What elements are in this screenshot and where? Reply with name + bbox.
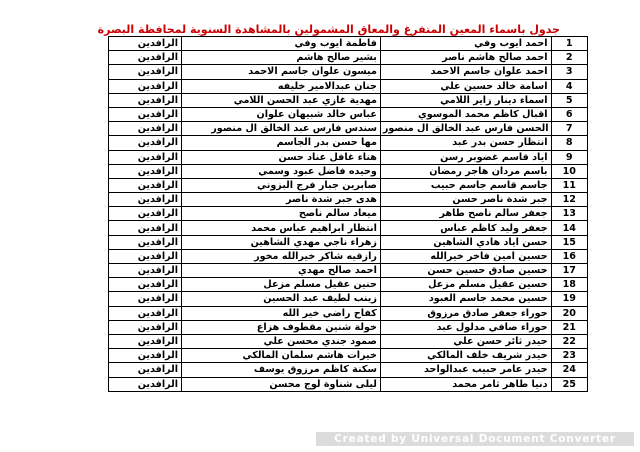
row-number: 20 <box>551 306 587 320</box>
row-number: 17 <box>551 264 587 278</box>
beneficiary-name: انتظار حسن بدر عبد <box>380 136 551 150</box>
row-number: 16 <box>551 249 587 263</box>
table-row <box>109 51 588 65</box>
beneficiary-name: احمد صالح هاشم ناصر <box>380 51 551 65</box>
beneficiary-name: حسين صادق حسين حسن <box>380 264 551 278</box>
table-row <box>109 79 588 93</box>
caregiver-name: بشير صالح هاشم <box>182 51 381 65</box>
beneficiary-name: اقبال كاظم محمد الموسوي <box>380 107 551 121</box>
beneficiary-name: حيدر عامر حبيب عبدالواحد <box>380 363 551 377</box>
caregiver-name: رازقيه شاكر خيرالله مخور <box>182 249 381 263</box>
bank-name: الرافدين <box>109 79 182 93</box>
row-number: 19 <box>551 292 587 306</box>
bank-name: الرافدين <box>109 334 182 348</box>
row-number: 10 <box>551 164 587 178</box>
row-number: 21 <box>551 320 587 334</box>
beneficiary-table <box>108 36 588 392</box>
table-row <box>109 178 588 192</box>
caregiver-name: زينب لطيف عبد الحسين <box>182 292 381 306</box>
bank-name: الرافدين <box>109 235 182 249</box>
caregiver-name: سكنة كاظم مرزوق يوسف <box>182 363 381 377</box>
row-number: 15 <box>551 235 587 249</box>
converter-watermark: Created by Universal Document Converter <box>316 432 634 446</box>
bank-name: الرافدين <box>109 136 182 150</box>
table-row <box>109 207 588 221</box>
beneficiary-name: حيدر ثائر حسن علي <box>380 334 551 348</box>
caregiver-name: صابرين جبار فرج البزوني <box>182 178 381 192</box>
table-row <box>109 349 588 363</box>
table-row <box>109 278 588 292</box>
caregiver-name: كفاح راضي خير الله <box>182 306 381 320</box>
beneficiary-name: دنيا طاهر ثامر محمد <box>380 377 551 391</box>
row-number: 11 <box>551 178 587 192</box>
table-row <box>109 136 588 150</box>
caregiver-name: هناء غافل عناد حسن <box>182 150 381 164</box>
table-row <box>109 107 588 121</box>
row-number: 12 <box>551 193 587 207</box>
bank-name: الرافدين <box>109 377 182 391</box>
bank-name: الرافدين <box>109 150 182 164</box>
row-number: 7 <box>551 122 587 136</box>
beneficiary-name: باسم مردان هاجر رمضان <box>380 164 551 178</box>
table-row <box>109 363 588 377</box>
bank-name: الرافدين <box>109 306 182 320</box>
table-row <box>109 306 588 320</box>
bank-name: الرافدين <box>109 349 182 363</box>
beneficiary-table-body <box>109 37 588 392</box>
beneficiary-name: حوراء صافي مدلول عبد <box>380 320 551 334</box>
beneficiary-name: جبر شدة ناصر حسن <box>380 193 551 207</box>
bank-name: الرافدين <box>109 193 182 207</box>
beneficiary-name: حسن اياد هادي الشاهين <box>380 235 551 249</box>
bank-name: الرافدين <box>109 107 182 121</box>
row-number: 23 <box>551 349 587 363</box>
table-row <box>109 37 588 51</box>
caregiver-name: حنين عقيل مسلم مزعل <box>182 278 381 292</box>
row-number: 24 <box>551 363 587 377</box>
caregiver-name: خيرات هاشم سلمان المالكي <box>182 349 381 363</box>
bank-name: الرافدين <box>109 178 182 192</box>
bank-name: الرافدين <box>109 164 182 178</box>
row-number: 22 <box>551 334 587 348</box>
caregiver-name: سندس فارس عبد الخالق ال منصور <box>182 122 381 136</box>
row-number: 5 <box>551 93 587 107</box>
caregiver-name: ليلى شناوة لوج محسن <box>182 377 381 391</box>
bank-name: الرافدين <box>109 122 182 136</box>
beneficiary-name: حيدر شريف خلف المالكي <box>380 349 551 363</box>
table-row <box>109 150 588 164</box>
bank-name: الرافدين <box>109 221 182 235</box>
table-row <box>109 93 588 107</box>
bank-name: الرافدين <box>109 37 182 51</box>
bank-name: الرافدين <box>109 278 182 292</box>
table-row <box>109 264 588 278</box>
row-number: 2 <box>551 51 587 65</box>
row-number: 4 <box>551 79 587 93</box>
beneficiary-name: حسين محمد جاسم العبود <box>380 292 551 306</box>
row-number: 13 <box>551 207 587 221</box>
caregiver-name: عباس خالد شبيهان علوان <box>182 107 381 121</box>
beneficiary-name: اسامة خالد حسين علي <box>380 79 551 93</box>
row-number: 14 <box>551 221 587 235</box>
table-row <box>109 292 588 306</box>
row-number: 8 <box>551 136 587 150</box>
beneficiary-name: جعفر وليد كاظم عباس <box>380 221 551 235</box>
caregiver-name: زهراء ناجي مهدي الشاهين <box>182 235 381 249</box>
table-row <box>109 122 588 136</box>
table-row <box>109 221 588 235</box>
beneficiary-name: احمد علوان جاسم الاحمد <box>380 65 551 79</box>
caregiver-name: ميعاد سالم ناصح <box>182 207 381 221</box>
beneficiary-name: اسماء دينار زاير اللامي <box>380 93 551 107</box>
caregiver-name: فاطمة ايوب وفي <box>182 37 381 51</box>
document-title: جدول باسماء المعين المتفرغ والمعاق المشمولين بالمشاهدة السنوية لمحافظة البصرة <box>97 23 560 36</box>
table-row <box>109 334 588 348</box>
row-number: 3 <box>551 65 587 79</box>
bank-name: الرافدين <box>109 363 182 377</box>
caregiver-name: انتظار ابراهيم عباس محمد <box>182 221 381 235</box>
caregiver-name: مها حسن بدر الجاسم <box>182 136 381 150</box>
table-row <box>109 164 588 178</box>
caregiver-name: خولة شنين مقطوف هزاع <box>182 320 381 334</box>
beneficiary-name: حسين عقيل مسلم مزعل <box>380 278 551 292</box>
bank-name: الرافدين <box>109 264 182 278</box>
bank-name: الرافدين <box>109 65 182 79</box>
row-number: 6 <box>551 107 587 121</box>
caregiver-name: مهدية غازي عبد الحسن اللامي <box>182 93 381 107</box>
caregiver-name: وحيده فاضل عبود وسمي <box>182 164 381 178</box>
bank-name: الرافدين <box>109 320 182 334</box>
table-row <box>109 235 588 249</box>
bank-name: الرافدين <box>109 93 182 107</box>
beneficiary-name: حسين امين فاخر خيرالله <box>380 249 551 263</box>
beneficiary-name: جعفر سالم ناصح طاهر <box>380 207 551 221</box>
beneficiary-name: اياد قاسم غضوبر رسن <box>380 150 551 164</box>
beneficiary-name: جاسم قاسم جاسم حبيب <box>380 178 551 192</box>
table-row <box>109 249 588 263</box>
caregiver-name: جنان عبدالامير خليفه <box>182 79 381 93</box>
table-row <box>109 320 588 334</box>
caregiver-name: هدى جبر شدة ناصر <box>182 193 381 207</box>
table-row <box>109 377 588 391</box>
table-row <box>109 65 588 79</box>
row-number: 9 <box>551 150 587 164</box>
caregiver-name: ميسون علوان جاسم الاحمد <box>182 65 381 79</box>
beneficiary-name: الحسن فارس عبد الخالق ال منصور <box>380 122 551 136</box>
bank-name: الرافدين <box>109 51 182 65</box>
caregiver-name: احمد صالح مهدي <box>182 264 381 278</box>
caregiver-name: صمود جندي محسن علي <box>182 334 381 348</box>
row-number: 1 <box>551 37 587 51</box>
bank-name: الرافدين <box>109 292 182 306</box>
row-number: 25 <box>551 377 587 391</box>
bank-name: الرافدين <box>109 249 182 263</box>
beneficiary-name: احمد ايوب وفي <box>380 37 551 51</box>
row-number: 18 <box>551 278 587 292</box>
table-row <box>109 193 588 207</box>
bank-name: الرافدين <box>109 207 182 221</box>
beneficiary-name: حوراء جعفر صادق مرزوق <box>380 306 551 320</box>
